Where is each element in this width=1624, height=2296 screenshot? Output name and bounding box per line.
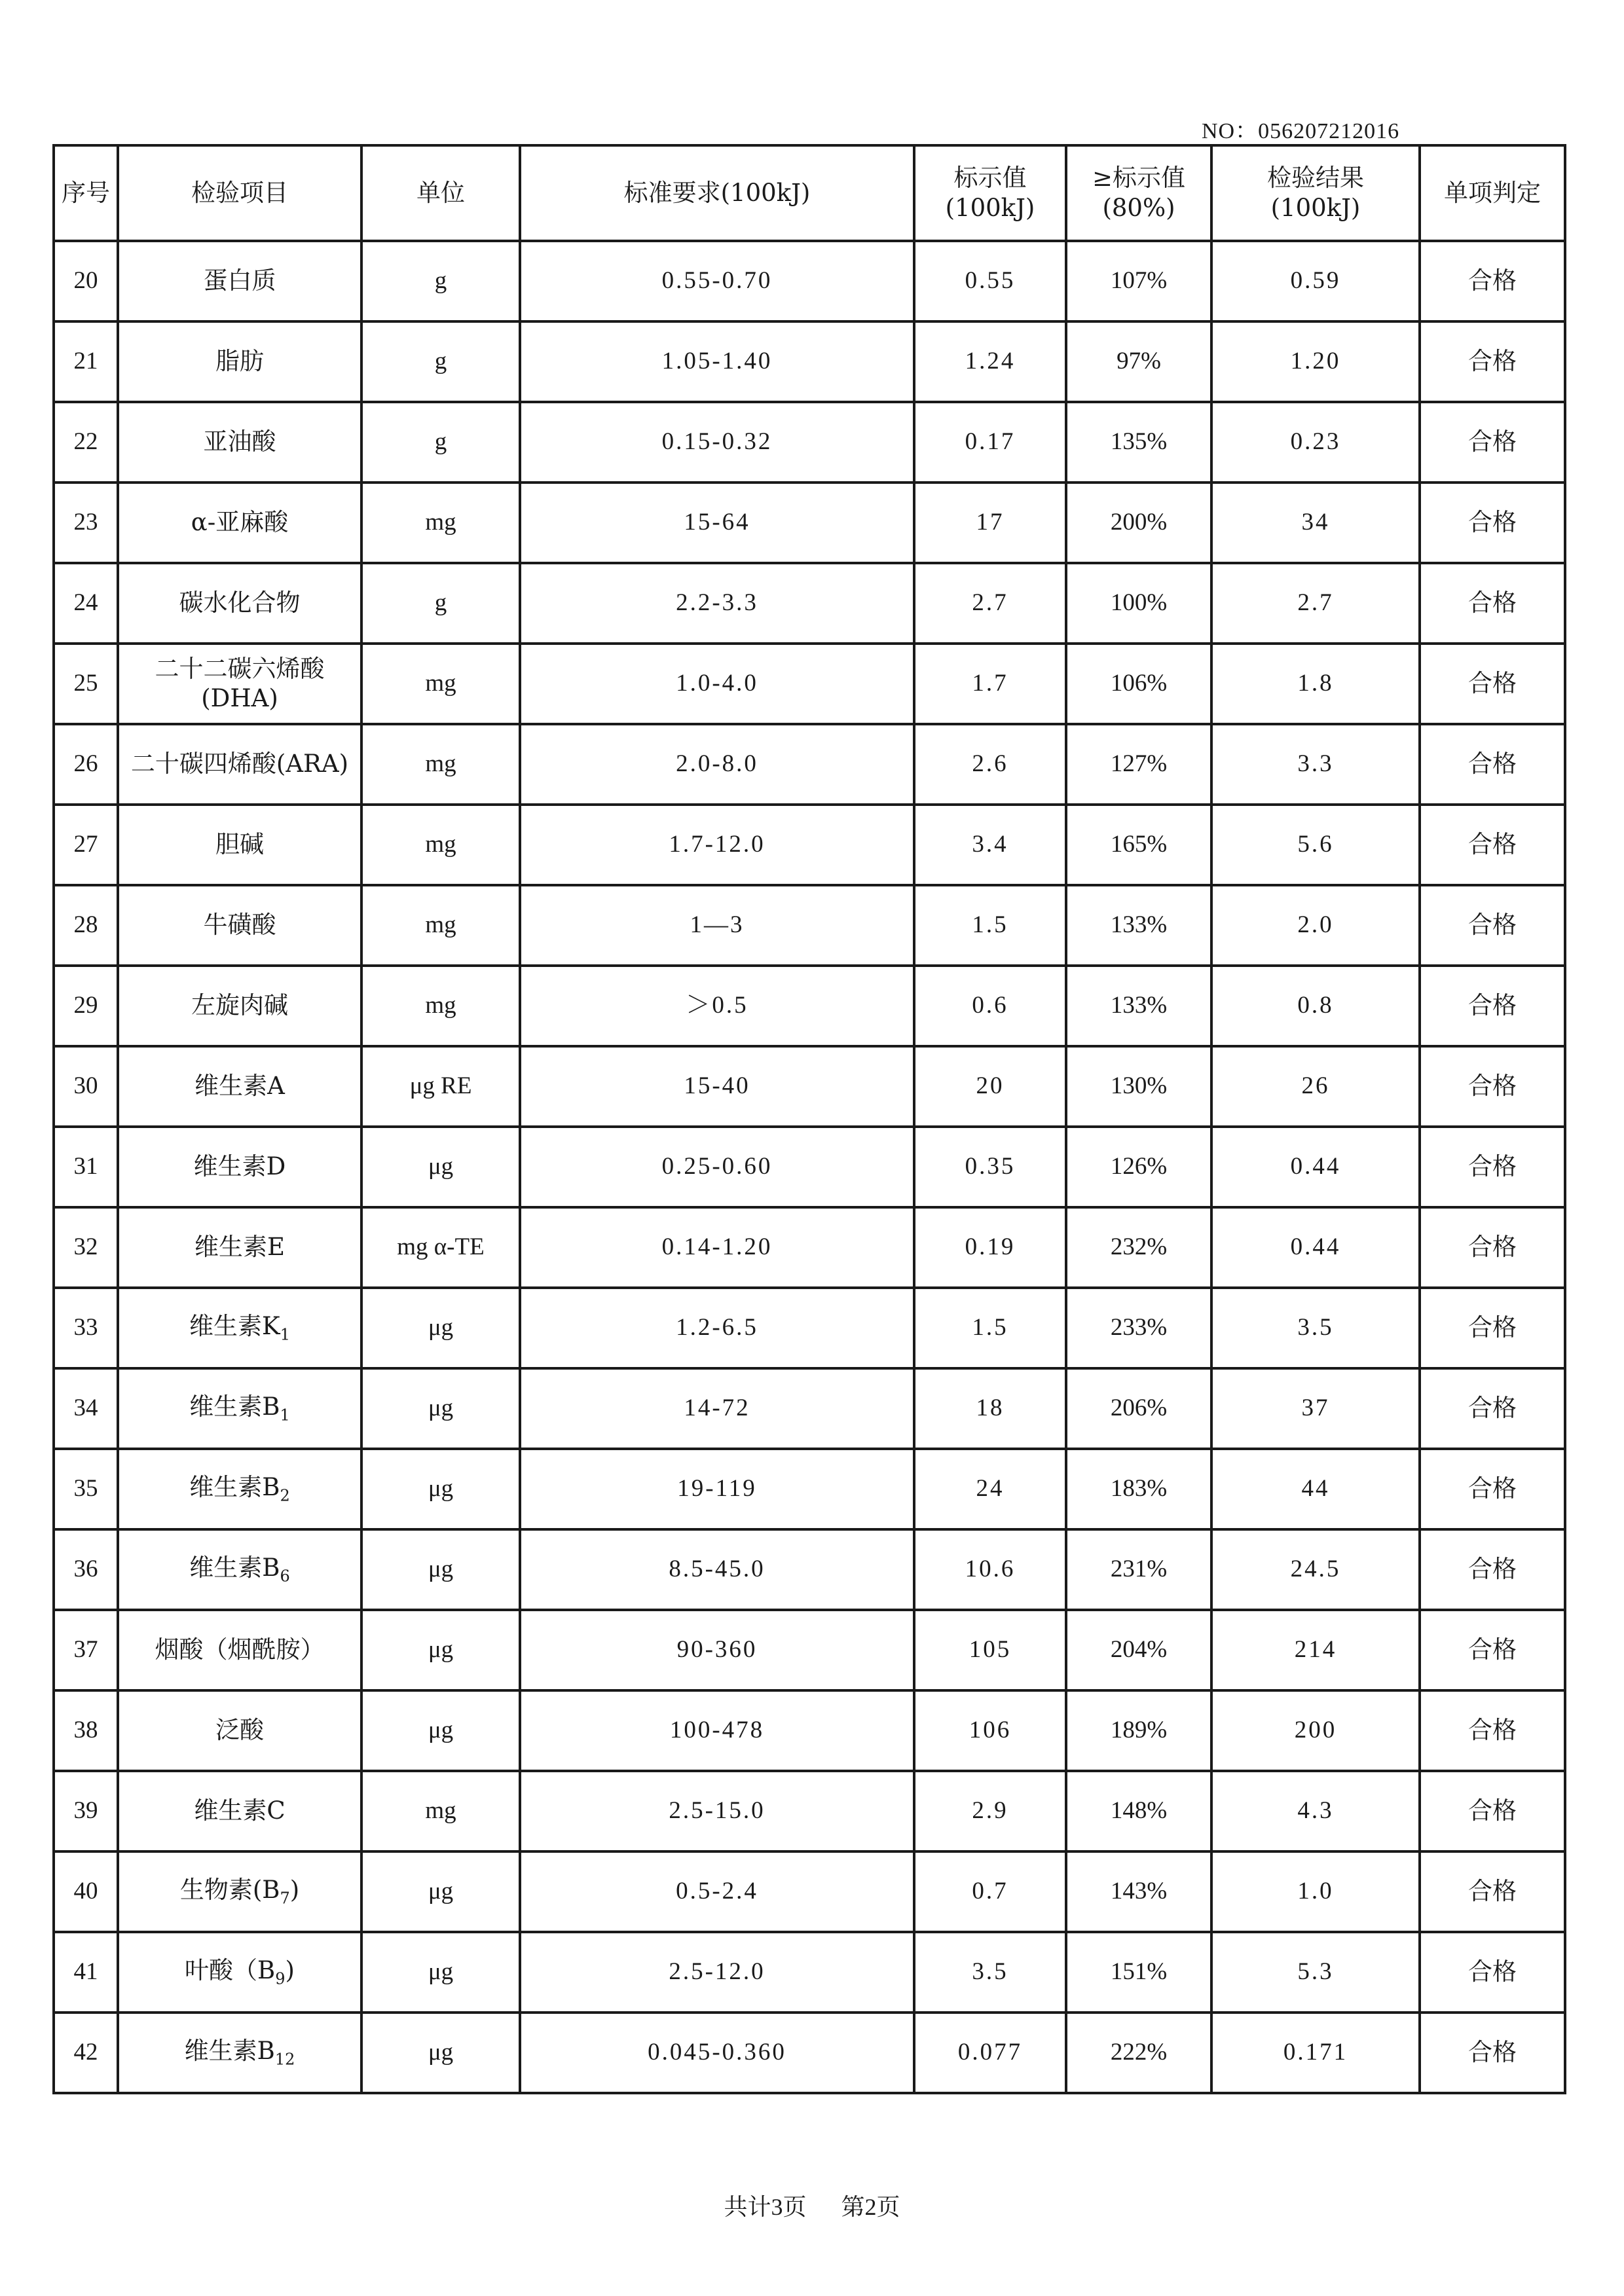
row-item-name: 泛酸: [215, 1716, 264, 1745]
row-item: [118, 2013, 361, 2093]
row-item: [118, 1529, 361, 1610]
row-judgement: 合格: [1420, 402, 1565, 483]
table-row: [54, 1690, 1565, 1771]
row-ratio: 232%: [1066, 1207, 1211, 1288]
row-item-name: 烟酸（烟酰胺）: [155, 1635, 325, 1664]
row-seq: 41: [54, 1932, 118, 2013]
table-row: [54, 563, 1565, 644]
row-labeled-value: 0.6: [914, 966, 1066, 1046]
table-row: [54, 1449, 1565, 1529]
row-labeled-value: 0.35: [914, 1127, 1066, 1207]
row-standard: 0.15-0.32: [520, 402, 914, 483]
row-standard: 0.55-0.70: [520, 241, 914, 321]
row-standard: 8.5-45.0: [520, 1529, 914, 1610]
header-ratio-line: ≥标示值: [1092, 163, 1185, 192]
header-seq: [54, 145, 118, 241]
row-ratio: 231%: [1066, 1529, 1211, 1610]
row-item-suffix: ): [285, 1956, 295, 1984]
inspection-results-table: [52, 144, 1566, 2094]
row-seq: 39: [54, 1771, 118, 1851]
row-item-name: 亚油酸: [203, 428, 276, 456]
row-item: [118, 1932, 361, 2013]
row-ratio: 107%: [1066, 241, 1211, 321]
row-item: [118, 321, 361, 402]
row-item-name: 维生素B: [189, 1472, 280, 1501]
table-row: [54, 321, 1565, 402]
table-row: [54, 241, 1565, 321]
row-result: 1.0: [1211, 1851, 1420, 1932]
row-item-subscript: 1: [280, 1325, 290, 1344]
row-seq: 20: [54, 241, 118, 321]
row-item: [118, 241, 361, 321]
row-seq: 37: [54, 1610, 118, 1690]
row-standard: 1.05-1.40: [520, 321, 914, 402]
row-judgement: 合格: [1420, 563, 1565, 644]
row-seq: 25: [54, 644, 118, 724]
row-unit: μg: [361, 2013, 520, 2093]
row-ratio: 200%: [1066, 483, 1211, 563]
table-row: [54, 1851, 1565, 1932]
row-standard: 2.2-3.3: [520, 563, 914, 644]
row-seq: 40: [54, 1851, 118, 1932]
row-labeled-value: 0.19: [914, 1207, 1066, 1288]
row-result: 1.8: [1211, 644, 1420, 724]
row-unit: μg RE: [361, 1046, 520, 1127]
row-labeled-value: 24: [914, 1449, 1066, 1529]
header-labeled-line: (100kJ): [945, 194, 1035, 222]
row-item-name: 二十碳四烯酸(ARA): [130, 750, 349, 778]
row-item-name: 维生素K: [189, 1311, 280, 1340]
row-item: [118, 1771, 361, 1851]
header-seq-line: 序号: [62, 178, 110, 207]
row-seq: 42: [54, 2013, 118, 2093]
row-item-name: 胆碱: [215, 830, 264, 859]
row-item: [118, 1127, 361, 1207]
row-item-name: 维生素E: [194, 1233, 285, 1262]
row-unit: g: [361, 563, 520, 644]
row-ratio: 127%: [1066, 724, 1211, 805]
row-judgement: 合格: [1420, 483, 1565, 563]
row-unit: g: [361, 402, 520, 483]
row-unit: g: [361, 321, 520, 402]
row-seq: 28: [54, 885, 118, 966]
row-ratio: 97%: [1066, 321, 1211, 402]
row-standard: 1.0-4.0: [520, 644, 914, 724]
row-seq: 38: [54, 1690, 118, 1771]
row-judgement: 合格: [1420, 1690, 1565, 1771]
table-row: [54, 1771, 1565, 1851]
row-ratio: 206%: [1066, 1368, 1211, 1449]
row-judgement: 合格: [1420, 1046, 1565, 1127]
row-unit: mg: [361, 483, 520, 563]
row-result: 0.8: [1211, 966, 1420, 1046]
row-result: 214: [1211, 1610, 1420, 1690]
row-item: [118, 644, 361, 724]
table-row: [54, 724, 1565, 805]
row-labeled-value: 1.5: [914, 885, 1066, 966]
row-labeled-value: 106: [914, 1690, 1066, 1771]
row-item-name: 碳水化合物: [179, 589, 301, 617]
row-item: [118, 402, 361, 483]
row-labeled-value: 18: [914, 1368, 1066, 1449]
table-row: [54, 1288, 1565, 1368]
row-judgement: 合格: [1420, 1932, 1565, 2013]
row-judgement: 合格: [1420, 805, 1565, 885]
row-result: 24.5: [1211, 1529, 1420, 1610]
row-judgement: 合格: [1420, 1529, 1565, 1610]
row-seq: 31: [54, 1127, 118, 1207]
row-seq: 35: [54, 1449, 118, 1529]
row-standard: 0.5-2.4: [520, 1851, 914, 1932]
row-ratio: 106%: [1066, 644, 1211, 724]
table-row: [54, 1932, 1565, 2013]
document-number: NO：056207212016: [1202, 119, 1400, 143]
row-result: 5.3: [1211, 1932, 1420, 2013]
row-judgement: 合格: [1420, 1207, 1565, 1288]
row-seq: 22: [54, 402, 118, 483]
header-standard-line: 标准要求(100kJ): [623, 178, 811, 207]
row-seq: 32: [54, 1207, 118, 1288]
row-standard: 1.2-6.5: [520, 1288, 914, 1368]
row-item-subscript: 6: [280, 1567, 290, 1586]
row-labeled-value: 105: [914, 1610, 1066, 1690]
header-result-line: 检验结果: [1267, 163, 1364, 192]
row-judgement: 合格: [1420, 1288, 1565, 1368]
row-item: [118, 483, 361, 563]
row-standard: 0.045-0.360: [520, 2013, 914, 2093]
row-item-subscript: 7: [280, 1889, 290, 1908]
row-judgement: 合格: [1420, 724, 1565, 805]
row-seq: 36: [54, 1529, 118, 1610]
row-item: [118, 1690, 361, 1771]
row-standard: 0.14-1.20: [520, 1207, 914, 1288]
row-item-name: 牛磺酸: [203, 911, 276, 939]
row-unit: μg: [361, 1368, 520, 1449]
table-row: [54, 1610, 1565, 1690]
header-row: [54, 145, 1565, 241]
row-item-suffix: ): [289, 1875, 300, 1904]
row-labeled-value: 2.9: [914, 1771, 1066, 1851]
row-seq: 23: [54, 483, 118, 563]
row-labeled-value: 0.7: [914, 1851, 1066, 1932]
header-item: [118, 145, 361, 241]
row-seq: 21: [54, 321, 118, 402]
row-item-name: 维生素B: [189, 1553, 280, 1582]
row-judgement: 合格: [1420, 241, 1565, 321]
row-ratio: 183%: [1066, 1449, 1211, 1529]
row-judgement: 合格: [1420, 644, 1565, 724]
header-ratio: [1066, 145, 1211, 241]
row-labeled-value: 2.6: [914, 724, 1066, 805]
current-page: 第2页: [841, 2194, 900, 2220]
row-judgement: 合格: [1420, 1449, 1565, 1529]
row-item-suffix: (DHA): [201, 683, 278, 712]
row-item: [118, 1449, 361, 1529]
table-row: [54, 644, 1565, 724]
row-unit: μg: [361, 1690, 520, 1771]
row-seq: 33: [54, 1288, 118, 1368]
row-unit: mg: [361, 644, 520, 724]
row-labeled-value: 20: [914, 1046, 1066, 1127]
row-ratio: 148%: [1066, 1771, 1211, 1851]
row-unit: g: [361, 241, 520, 321]
row-ratio: 133%: [1066, 966, 1211, 1046]
row-labeled-value: 0.17: [914, 402, 1066, 483]
row-item: [118, 1368, 361, 1449]
row-ratio: 165%: [1066, 805, 1211, 885]
row-ratio: 133%: [1066, 885, 1211, 966]
table-row: [54, 805, 1565, 885]
row-item-name: 维生素B: [184, 2036, 275, 2065]
row-item: [118, 724, 361, 805]
row-result: 34: [1211, 483, 1420, 563]
row-result: 2.0: [1211, 885, 1420, 966]
row-item-name: 生物素(B: [179, 1875, 280, 1904]
row-standard: 19-119: [520, 1449, 914, 1529]
row-labeled-value: 3.5: [914, 1932, 1066, 2013]
row-item-name: 左旋肉碱: [191, 991, 288, 1020]
row-item: [118, 1207, 361, 1288]
row-unit: mg: [361, 1771, 520, 1851]
row-unit: μg: [361, 1449, 520, 1529]
row-labeled-value: 1.24: [914, 321, 1066, 402]
row-result: 0.59: [1211, 241, 1420, 321]
row-result: 5.6: [1211, 805, 1420, 885]
row-standard: 90-360: [520, 1610, 914, 1690]
row-unit: μg: [361, 1610, 520, 1690]
row-labeled-value: 1.7: [914, 644, 1066, 724]
row-result: 26: [1211, 1046, 1420, 1127]
row-result: 4.3: [1211, 1771, 1420, 1851]
row-result: 37: [1211, 1368, 1420, 1449]
row-labeled-value: 1.5: [914, 1288, 1066, 1368]
row-seq: 26: [54, 724, 118, 805]
row-result: 200: [1211, 1690, 1420, 1771]
table-row: [54, 402, 1565, 483]
row-ratio: 189%: [1066, 1690, 1211, 1771]
row-result: 3.3: [1211, 724, 1420, 805]
row-unit: μg: [361, 1288, 520, 1368]
row-ratio: 233%: [1066, 1288, 1211, 1368]
header-result-line: (100kJ): [1270, 194, 1361, 222]
table-row: [54, 2013, 1565, 2093]
row-ratio: 135%: [1066, 402, 1211, 483]
header-labeled: [914, 145, 1066, 241]
row-labeled-value: 2.7: [914, 563, 1066, 644]
row-result: 0.171: [1211, 2013, 1420, 2093]
row-labeled-value: 10.6: [914, 1529, 1066, 1610]
table-row: [54, 483, 1565, 563]
row-result: 0.44: [1211, 1207, 1420, 1288]
row-labeled-value: 0.077: [914, 2013, 1066, 2093]
row-judgement: 合格: [1420, 1610, 1565, 1690]
row-item: [118, 966, 361, 1046]
row-standard: 2.5-12.0: [520, 1932, 914, 2013]
row-item-name: 维生素A: [194, 1072, 285, 1101]
row-labeled-value: 3.4: [914, 805, 1066, 885]
row-judgement: 合格: [1420, 2013, 1565, 2093]
row-item: [118, 1288, 361, 1368]
row-unit: mg: [361, 885, 520, 966]
table-row: [54, 1368, 1565, 1449]
row-ratio: 143%: [1066, 1851, 1211, 1932]
row-standard: 2.0-8.0: [520, 724, 914, 805]
row-unit: μg: [361, 1932, 520, 2013]
row-item: [118, 885, 361, 966]
table-row: [54, 1529, 1565, 1610]
table-row: [54, 1127, 1565, 1207]
row-seq: 30: [54, 1046, 118, 1127]
row-item-subscript: 2: [280, 1486, 290, 1505]
row-result: 44: [1211, 1449, 1420, 1529]
row-standard: ＞0.5: [520, 966, 914, 1046]
table-header: [54, 145, 1565, 241]
row-ratio: 126%: [1066, 1127, 1211, 1207]
row-seq: 34: [54, 1368, 118, 1449]
header-labeled-line: 标示值: [953, 163, 1027, 192]
row-labeled-value: 17: [914, 483, 1066, 563]
row-standard: 2.5-15.0: [520, 1771, 914, 1851]
row-item-name: α-亚麻酸: [191, 508, 289, 537]
page-footer: [0, 2189, 1624, 2222]
row-judgement: 合格: [1420, 1771, 1565, 1851]
row-unit: μg: [361, 1851, 520, 1932]
row-unit: mg: [361, 966, 520, 1046]
row-judgement: 合格: [1420, 1127, 1565, 1207]
row-judgement: 合格: [1420, 1851, 1565, 1932]
table-row: [54, 1207, 1565, 1288]
row-item: [118, 805, 361, 885]
row-ratio: 100%: [1066, 563, 1211, 644]
row-judgement: 合格: [1420, 321, 1565, 402]
row-result: 0.23: [1211, 402, 1420, 483]
header-unit: [361, 145, 520, 241]
header-judgement: [1420, 145, 1565, 241]
row-item-name: 二十二碳六烯酸: [155, 655, 325, 683]
header-item-line: 检验项目: [191, 178, 288, 207]
row-judgement: 合格: [1420, 966, 1565, 1046]
row-ratio: 222%: [1066, 2013, 1211, 2093]
row-standard: 1—3: [520, 885, 914, 966]
row-labeled-value: 0.55: [914, 241, 1066, 321]
row-standard: 0.25-0.60: [520, 1127, 914, 1207]
row-seq: 29: [54, 966, 118, 1046]
row-result: 2.7: [1211, 563, 1420, 644]
table-row: [54, 966, 1565, 1046]
row-item: [118, 1851, 361, 1932]
row-unit: μg: [361, 1127, 520, 1207]
row-standard: 1.7-12.0: [520, 805, 914, 885]
row-item-subscript: 12: [274, 2050, 295, 2069]
row-judgement: 合格: [1420, 885, 1565, 966]
row-seq: 24: [54, 563, 118, 644]
row-item-name: 叶酸（B: [185, 1956, 276, 1984]
row-ratio: 151%: [1066, 1932, 1211, 2013]
row-unit: mg: [361, 805, 520, 885]
row-judgement: 合格: [1420, 1368, 1565, 1449]
row-item-subscript: 9: [275, 1969, 286, 1988]
table-row: [54, 885, 1565, 966]
table-body: [54, 241, 1565, 2093]
row-standard: 15-40: [520, 1046, 914, 1127]
row-result: 1.20: [1211, 321, 1420, 402]
row-result: 3.5: [1211, 1288, 1420, 1368]
total-pages: 共计3页: [724, 2194, 807, 2220]
row-standard: 14-72: [520, 1368, 914, 1449]
row-item: [118, 1046, 361, 1127]
row-unit: mg: [361, 724, 520, 805]
row-seq: 27: [54, 805, 118, 885]
header-result: [1211, 145, 1420, 241]
row-unit: μg: [361, 1529, 520, 1610]
row-item-name: 维生素C: [194, 1796, 286, 1825]
header-unit-line: 单位: [416, 178, 465, 207]
row-ratio: 204%: [1066, 1610, 1211, 1690]
row-item: [118, 1610, 361, 1690]
row-standard: 15-64: [520, 483, 914, 563]
row-item: [118, 563, 361, 644]
table-row: [54, 1046, 1565, 1127]
row-result: 0.44: [1211, 1127, 1420, 1207]
row-item-name: 蛋白质: [203, 266, 276, 295]
header-standard: [520, 145, 914, 241]
row-item-name: 维生素B: [189, 1392, 280, 1421]
row-item-name: 脂肪: [215, 347, 264, 376]
header-judgement-line: 单项判定: [1444, 178, 1541, 207]
header-ratio-line: (80%): [1102, 194, 1175, 222]
row-item-name: 维生素D: [193, 1152, 286, 1181]
row-item-subscript: 1: [280, 1406, 290, 1425]
row-standard: 100-478: [520, 1690, 914, 1771]
row-ratio: 130%: [1066, 1046, 1211, 1127]
row-unit: mg α-TE: [361, 1207, 520, 1288]
